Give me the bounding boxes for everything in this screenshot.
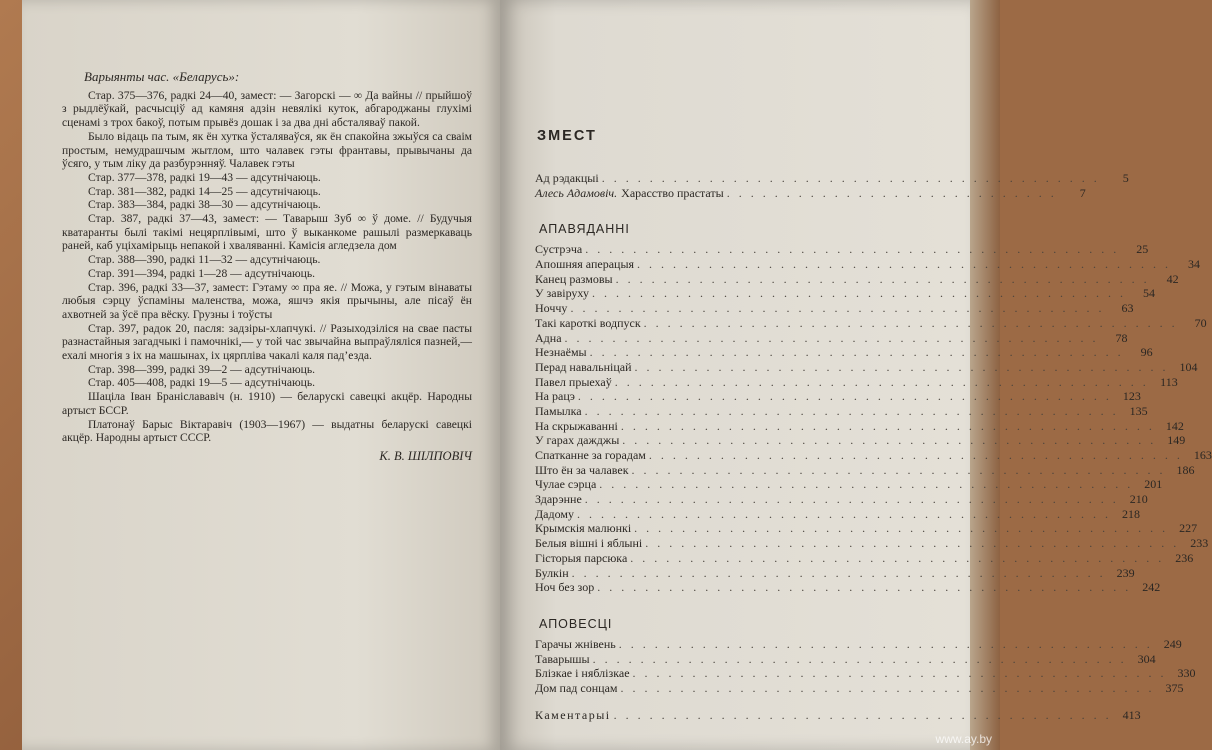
toc-entry (535, 301, 1134, 316)
note-paragraph: Стар. 383—384, радкі 38—30 — адсутнічаюць. (88, 198, 321, 212)
toc-entry-title: У гарах дажджы (535, 433, 620, 448)
toc-entry (535, 330, 1128, 346)
toc-entry-page: 7 (1079, 185, 1086, 200)
toc-entry (535, 707, 1141, 723)
commentary-notes (62, 70, 472, 464)
toc-entry-page: 142 (1165, 418, 1184, 433)
note-paragraph: Стар. 375—376, радкі 24—40, замест: — Загорскі — ∞ Да вайны // прыйшоў з рыдлёўкай, расчысціў ад камяня адзін невялікі куток, абгароджаны глухімі сценамі з трох бакоў, потым прывёз дошак і за два дні абсталяваў пакой. (62, 88, 472, 130)
toc-entry-title: Ноч без зор (535, 580, 595, 595)
toc-entry (535, 492, 1148, 507)
toc-entry-author: Алесь Адамовіч. (535, 185, 618, 200)
toc-entry (535, 651, 1156, 667)
toc-leader-dots: . . . . . . . . . . . . . . . . . . . . . . . . . . . . . . . . . . . . . . . . . . (613, 707, 1112, 722)
toc-entry-page: 42 (1166, 271, 1179, 286)
toc-entry (535, 636, 1182, 652)
toc-leader-dots: . . . . . . . . . . . . . . . . . . . . . . . . . . . . . . . . . . . . . . . . . . . . . (614, 374, 1149, 389)
toc-entry-page: 25 (1136, 242, 1149, 257)
toc-entry (535, 477, 1163, 492)
note-paragraph: Стар. 388—390, радкі 11—32 — адсутнічаюць. (88, 253, 321, 267)
toc-entry-page: 304 (1137, 651, 1156, 666)
toc-leader-dots: . . . . . . . . . . . . . . . . . . . . . . . . . . . . . . . . . . . . . . . . . . . . . (584, 492, 1119, 507)
toc-leader-dots: . . . . . . . . . . . . . . . . . . . . . . . . . . . . . . . . . . . . . . . . . . (601, 171, 1100, 185)
note-paragraph: Платонаў Барыс Віктаравіч (1903—1967) — выдатны беларускі савецкі акцёр. Народны артыст СССР. (62, 417, 472, 445)
toc-leader-dots: . . . . . . . . . . . . . . . . . . . . . . . . . . . . . . . . . . . . . . . . . . . . . (585, 242, 1120, 257)
toc-entry-page: 163 (1193, 448, 1212, 462)
toc-entry-title: Апошняя аперацыя (535, 257, 635, 272)
toc-entry (535, 374, 1178, 390)
toc-leader-dots: . . . . . . . . . . . . . . . . . . . . . . . . . . . . . . . . . . . . . . . . . . . . . (584, 403, 1119, 418)
note-paragraph: Шацiла Іван Браніслававіч (н. 1910) — беларускі савецкі акцёр. Народны артыст БССР. (62, 390, 472, 417)
toc-leader-dots: . . . . . . . . . . . . . . . . . . . . . . . . . . . . . . . . . . . . . . . . . . . . . (622, 433, 1157, 448)
toc-entry-title: Такі кароткі водпуск (535, 315, 641, 330)
toc-entry-page: 149 (1167, 433, 1186, 448)
toc-leader-dots: . . . . . . . . . . . . . . . . . . . . . . . . . . . . . . . . . . . . . . . . . . . . . (597, 580, 1132, 595)
toc-entry-title: На рацэ (535, 389, 575, 404)
toc-title: ЗМЕСТ (537, 128, 597, 144)
toc-entry (535, 565, 1135, 581)
toc-entry (535, 345, 1153, 360)
toc-entry-page: 63 (1121, 301, 1134, 316)
toc-entry-title: Сустрэча (535, 242, 583, 257)
toc-entry-title: Харасство прастаты (621, 185, 724, 200)
toc-leader-dots: . . . . . . . . . . . . . . . . . . . . . . . . . . . . . . . . . . . . . . . . . . . . . (576, 506, 1111, 521)
toc-leader-dots: . . . . . . . . . . . . . . . . . . . . . . . . . . . . . . . . . . . . . . . . . . . . . (577, 389, 1112, 404)
toc-entry-title: Перад навальніцай (535, 359, 632, 374)
toc-leader-dots: . . . . . . . . . . . . . . . . . . . . . . . . . . . . . . . . . . . . . . . . . . . . . (632, 666, 1167, 681)
toc-entry (535, 315, 1207, 331)
toc-entry (535, 271, 1179, 287)
toc-entry (535, 506, 1140, 522)
toc-leader-dots: . . . . . . . . . . . . . . . . . . . . . . . . . . . . . . . . . . . . . . . . . . . . . (571, 565, 1106, 580)
note-paragraph: Стар. 387, радкі 37—43, замест: — Таварыш Зуб ∞ ў доме. // Будучыя кватаранты былі такімі нецярплівымі, што ў выканкоме рашылі размеркаваць раней, каб уціхамірыць непакой і хваляванні. Камісія агледзела дом (62, 212, 472, 253)
toc-leader-dots: . . . . . . . . . . . . . . . . . . . . . . . . . . . . . . . . . . . . . . . . . . . . . (637, 257, 1172, 272)
toc-leader-dots: . . . . . . . . . . . . . . . . . . . . . . . . . . . . . . . . . . . . . . . . . . . . . (618, 636, 1153, 651)
notes-heading: Варыянты час. «Беларусь»: (84, 69, 240, 84)
toc-entry-page: 186 (1176, 462, 1195, 477)
toc-entry-title: На скрыжаванні (535, 418, 618, 433)
toc-entry-title: Адна (535, 330, 562, 345)
note-paragraph: Было відаць па тым, як ён хутка ўсталяваўся, як ён спакойна зжыўся са сваім простым, немудрашчым жытлом, што чалавек гэты франтавы, прывычаны да ўсяго, у тым ліку да разбурэнняў. Чалавек гэты (62, 129, 472, 171)
toc-entry-title: Памылка (535, 403, 582, 418)
toc-leader-dots: . . . . . . . . . . . . . . . . . . . . . . . . . . . . . . . . . . . . . . . . . . . . . (648, 448, 1183, 462)
toc-entry-page: 330 (1177, 666, 1196, 681)
toc-leader-dots: . . . . . . . . . . . . . . . . . . . . . . . . . . . . . . . . . . . . . . . . . . . . . (592, 651, 1127, 666)
toc-leader-dots: . . . . . . . . . . . . . . . . . . . . . . . . . . . . . . . . . . . . . . . . . . . . . (630, 550, 1165, 565)
toc-entry (535, 257, 1201, 272)
toc-entry (535, 403, 1148, 419)
toc-entry-page: 413 (1122, 707, 1141, 722)
toc-entry-page: 96 (1140, 345, 1153, 360)
toc-entry-title: У завіруху (535, 286, 589, 301)
toc-leader-dots: . . . . . . . . . . . . . . . . . . . . . . . . . . . . . . . . . . . . . . . . . . . . . (620, 418, 1155, 433)
toc-section-novellas (535, 636, 1196, 696)
toc-entry (535, 359, 1198, 375)
toc-leader-dots: . . . . . . . . . . . . . . . . . . . . . . . . . . . . . . . . . . . . . . . . . . . . . (589, 345, 1124, 360)
toc-entry-page: 54 (1142, 286, 1155, 301)
toc-entry-title: Блізкае і няблізкае (535, 666, 630, 681)
toc-entry-title: Булкін (535, 565, 569, 580)
table-of-contents (535, 128, 1212, 722)
toc-entry-title: Таварышы (535, 651, 590, 666)
toc-entry (535, 286, 1155, 301)
note-paragraph: Стар. 405—408, радкі 19—5 — адсутнічаюць. (88, 376, 316, 390)
toc-entry-page: 5 (1122, 171, 1129, 185)
toc-entry (535, 666, 1196, 681)
toc-entry-title: Каментарыі (535, 707, 611, 722)
toc-entry (535, 521, 1198, 536)
toc-entry-page: 78 (1115, 330, 1128, 345)
toc-entry-title: Гарачы жнівень (535, 636, 616, 651)
toc-section-title: АПОВЕСЦІ (539, 616, 613, 631)
toc-leader-dots: . . . . . . . . . . . . . . . . . . . . . . . . . . . . . . . . . . . . . . . . . . . . . (645, 536, 1180, 551)
toc-entry-title: Здарэнне (535, 492, 582, 507)
toc-entry-page: 113 (1160, 374, 1178, 389)
toc-entry (535, 242, 1149, 257)
toc-entry (535, 171, 1129, 186)
toc-entry-page: 135 (1129, 403, 1148, 418)
watermark: www.ay.by (935, 732, 992, 746)
toc-entry-page: 249 (1163, 636, 1182, 651)
toc-entry-page: 34 (1188, 257, 1201, 272)
toc-entry-page: 242 (1142, 580, 1161, 595)
note-paragraph: Стар. 396, радкі 33—37, замест: Гэтаму ∞ пра яе. // Можа, у гэтым вінаваты любыя сэрцу ўспаміны маленства, можа, яшчэ якія прычыны, але пісаў ён ахвотней за ўсё пра вёску. Грузны і тоўсты (62, 280, 472, 321)
toc-entry (535, 536, 1209, 551)
toc-leader-dots: . . . . . . . . . . . . . . . . . . . . . . . . . . . . . . . . . . . . . . . . . . . . . (634, 359, 1169, 374)
toc-leader-dots: . . . . . . . . . . . . . . . . . . . . . . . . . . . . . . . . . . . . . . . . . . . . . (599, 477, 1134, 492)
toc-section-title: АПАВЯДАННІ (539, 222, 630, 237)
toc-leader-dots: . . . . . . . . . . . . . . . . . . . . . . . . . . . . . . . . . . . . . . . . . . . . . (591, 286, 1126, 301)
toc-entry-title: Ад рэдакцыі (535, 171, 599, 185)
toc-leader-dots: . . . . . . . . . . . . . . . . . . . . . . . . . . . . . . . . . . . . . . . . . . . . . (570, 301, 1105, 316)
toc-entry-title: Белыя вішні і яблыні (535, 536, 643, 551)
toc-leader-dots: . . . . . . . . . . . . . . . . . . . . . . . . . . . . . . . . . . . . . . . . . . . . . (615, 271, 1150, 286)
toc-entry (535, 550, 1194, 566)
toc-entry-title: Дом пад сонцам (535, 680, 618, 695)
toc-entry (535, 448, 1212, 463)
toc-leader-dots: . . . . . . . . . . . . . . . . . . . . . . . . . . . . . . . . . . . . . . . . . . . . . (620, 680, 1155, 695)
toc-leader-dots: . . . . . . . . . . . . . . . . . . . . . . . . . . . . . . . . . . . . . . . . . . . . . (631, 462, 1166, 477)
toc-entry-title: Гісторыя парсюка (535, 550, 628, 565)
toc-entry-page: 375 (1165, 680, 1184, 695)
note-paragraph: Стар. 397, радок 20, пасля: задзіры-хлапчукі. // Разыходзіліся на свае пасты разнастайныя загадчыкі і памочнікі,— у той час звычайна выпраўляліся пазней,— ехалі многія з іх на машынах, іх цярпліва чакалі каля пад’езда. (62, 321, 472, 363)
toc-entry-page: 123 (1122, 389, 1141, 404)
toc-entry-page: 70 (1194, 315, 1207, 330)
note-paragraph: Стар. 377—378, радкі 19—43 — адсутнічаюць. (88, 170, 321, 184)
toc-entry-title: Спатканне за горадам (535, 448, 646, 462)
toc-entry-page: 201 (1144, 477, 1163, 492)
toc-entry (535, 389, 1141, 404)
notes-signature: К. В. ШІЛПОВІЧ (379, 448, 472, 463)
toc-entry-title: Канец размовы (535, 271, 613, 286)
toc-entry-title: Ноччу (535, 301, 568, 316)
toc-entry-title: Чулае сэрца (535, 477, 597, 492)
toc-entry-title: Павел прыехаў (535, 374, 612, 389)
toc-leader-dots: . . . . . . . . . . . . . . . . . . . . . . . . . . . . . . . . . . . . . . . . . . . . . (564, 330, 1099, 345)
toc-entry-page: 236 (1175, 550, 1194, 565)
toc-leader-dots: . . . . . . . . . . . . . . . . . . . . . . . . . . . . (726, 185, 1057, 200)
toc-entry (535, 462, 1195, 478)
note-paragraph: Стар. 391—394, радкі 1—28 — адсутнічаюць. (88, 266, 316, 280)
toc-entry (535, 580, 1161, 595)
toc-entry-page: 233 (1190, 536, 1209, 551)
toc-entry-page: 218 (1121, 506, 1140, 521)
toc-entry-page: 210 (1129, 492, 1148, 507)
toc-entry-title: Што ён за чалавек (535, 462, 629, 477)
toc-entry-page: 239 (1116, 565, 1135, 580)
toc-entry (535, 418, 1184, 434)
toc-leader-dots: . . . . . . . . . . . . . . . . . . . . . . . . . . . . . . . . . . . . . . . . . . . . . (634, 521, 1169, 536)
toc-entry (535, 433, 1186, 448)
toc-section-stories (535, 242, 1212, 595)
toc-entry-title: Незнаёмы (535, 345, 587, 360)
toc-entry (535, 680, 1184, 696)
toc-entry-page: 227 (1179, 521, 1198, 536)
toc-entry-page: 104 (1179, 359, 1198, 374)
note-paragraph: Стар. 398—399, радкі 39—2 — адсутнічаюць. (88, 362, 316, 376)
note-paragraph: Стар. 381—382, радкі 14—25 — адсутнічаюць. (88, 184, 321, 198)
toc-entry-title: Крымскія малюнкі (535, 521, 632, 536)
toc-entry (535, 185, 1086, 201)
toc-leader-dots: . . . . . . . . . . . . . . . . . . . . . . . . . . . . . . . . . . . . . . . . . . . . . (643, 315, 1178, 330)
toc-entry-title: Дадому (535, 506, 574, 521)
